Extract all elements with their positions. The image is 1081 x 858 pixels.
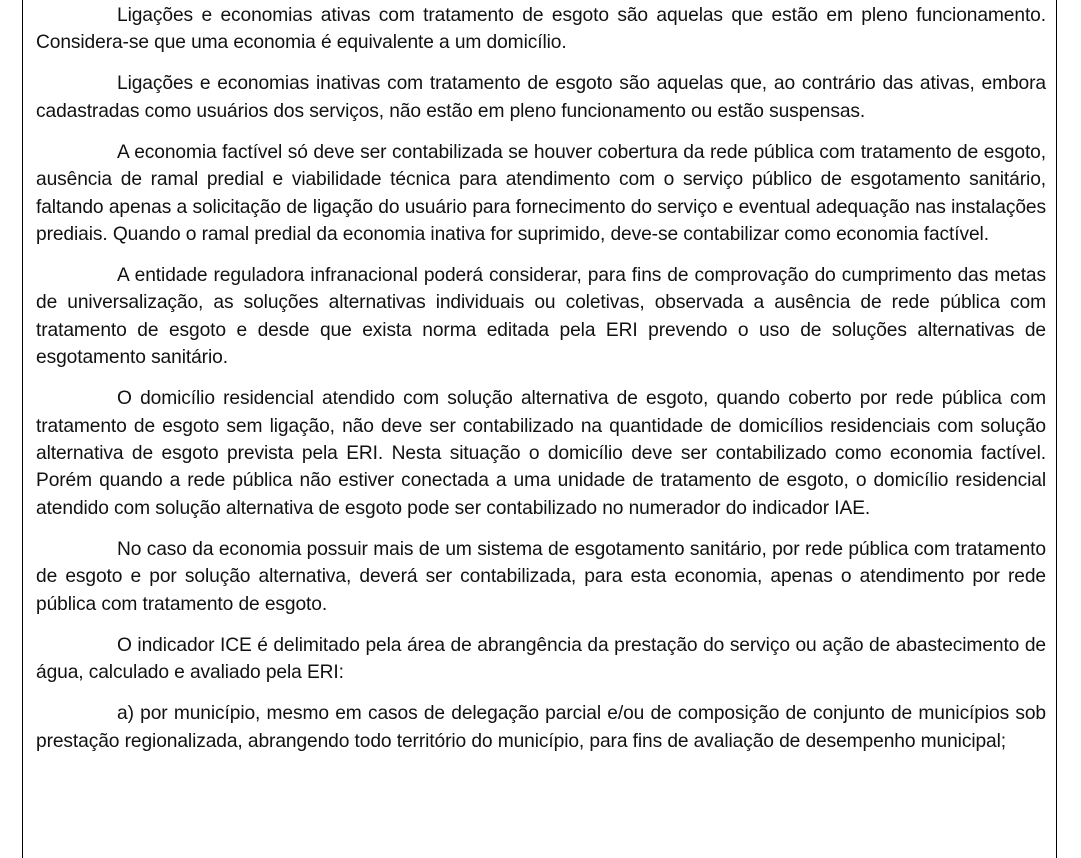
paragraph-multiple-systems: No caso da economia possuir mais de um sistema de esgotamento sanitário, por rede pública com tratamento de esgoto e por solução alternativa, deverá ser contabilizada, para esta economia, apenas o atendimento por rede pública com tratamento de esgoto. (36, 538, 1046, 615)
paragraph-inactive-connections: Ligações e economias inativas com tratamento de esgoto são aquelas que, ao contrário das ativas, embora cadastradas como usuários dos serviços, não estão em pleno funcionamento ou estão suspensas. (36, 73, 1046, 122)
paragraph-list-item-a: a) por município, mesmo em casos de delegação parcial e/ou de composição de conjunto de municípios sob prestação regionalizada, abrangendo todo território do município, para fins de avaliação de desempenho municipal; (36, 703, 1046, 752)
paragraph-feasible-economy: A economia factível só deve ser contabilizada se houver cobertura da rede pública com tratamento de esgoto, ausência de ramal predial e viabilidade técnica para atendimento com o serviço público de esgotamento sanitário, faltando apenas a solicitação de ligação do usuário para fornecimento do serviço e eventual adequação nas instalações prediais. Quando o ramal predial da economia inativa for suprimido, deve-se contabilizar como economia factível. (36, 141, 1046, 246)
paragraph-regulatory-entity: A entidade reguladora infranacional poderá considerar, para fins de comprovação do cumprimento das metas de universalização, as soluções alternativas individuais ou coletivas, observada a ausência de rede pública com tratamento de esgoto e desde que exista norma editada pela ERI prevendo o uso de soluções alternativas de esgotamento sanitário. (36, 265, 1046, 369)
paragraph-active-connections: Ligações e economias ativas com tratamento de esgoto são aquelas que estão em pleno funcionamento. Considera-se que uma economia é equivalente a um domicílio. (36, 5, 1046, 54)
paragraph-alternative-solution: O domicílio residencial atendido com solução alternativa de esgoto, quando coberto por rede pública com tratamento de esgoto sem ligação, não deve ser contabilizado na quantidade de domicílios residenciais com solução alternativa de esgoto prevista pela ERI. Nesta situação o domicílio deve ser contabilizado como economia factível. Porém quando a rede pública não estiver conectada a uma unidade de tratamento de esgoto, o domicílio residencial atendido com solução alternativa de esgoto pode ser contabilizado no numerador do indicador IAE. (36, 388, 1046, 519)
document-body (36, 2, 1046, 769)
paragraph-ice-indicator: O indicador ICE é delimitado pela área de abrangência da prestação do serviço ou ação de abastecimento de água, calculado e avaliado pela ERI: (36, 634, 1046, 684)
